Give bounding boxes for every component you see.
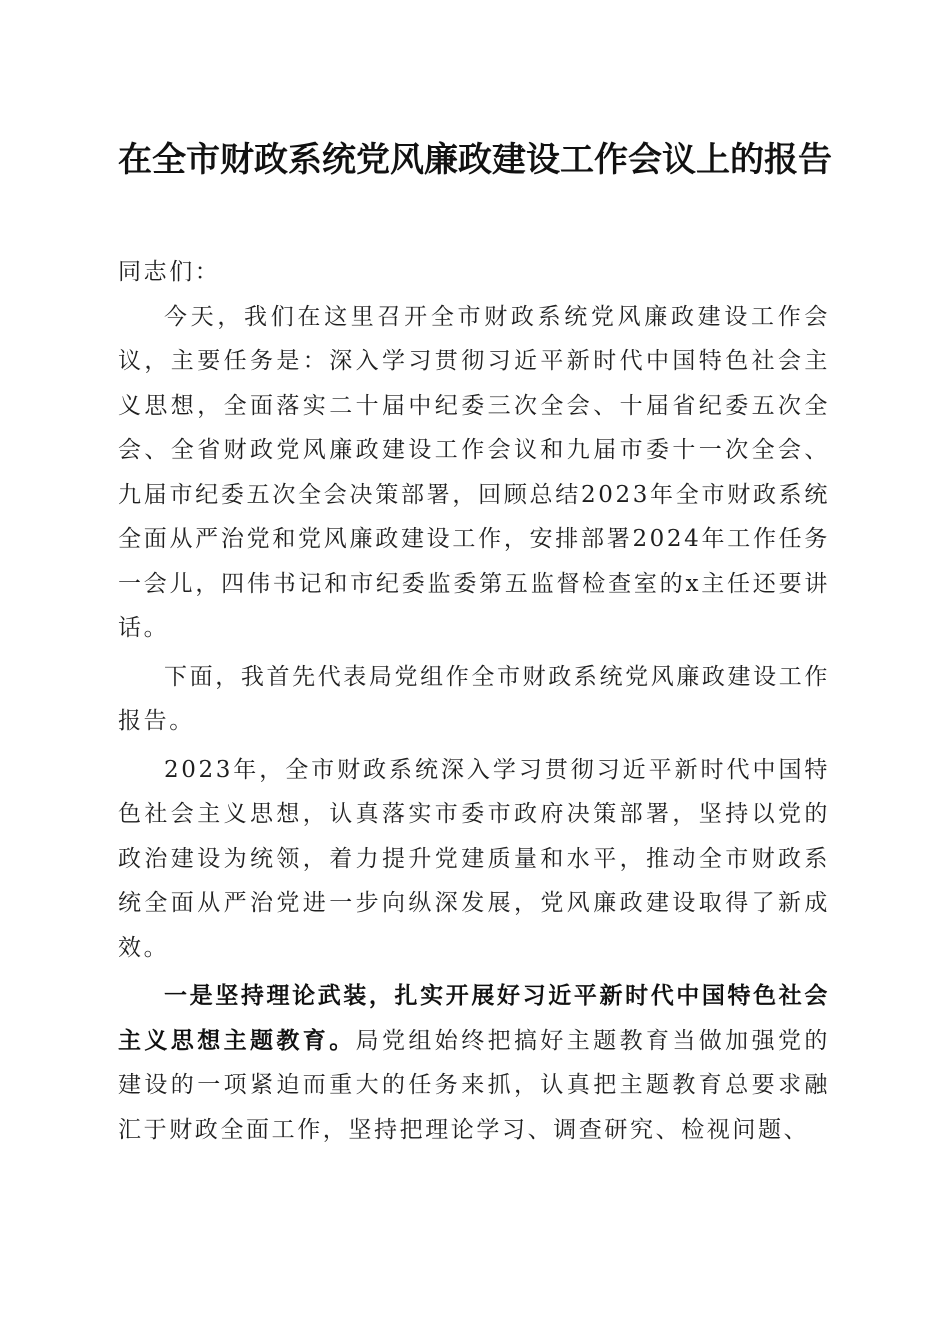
paragraph-report-intro: 下面，我首先代表局党组作全市财政系统党风廉政建设工作报告。: [118, 663, 830, 734]
paragraph-section-one: [118, 974, 830, 1152]
paragraph-opening: 今天，我们在这里召开全市财政系统党风廉政建设工作会议，主要任务是：深入学习贯彻习近平新时代中国特色社会主义思想，全面落实二十届中纪委三次全会、十届省纪委五次全会、全省财政党风廉政建设工作会议和九届市委十一次全会、九届市纪委五次全会决策部署，回顾总结2023年全市财政系统全面从严治党和党风廉政建设工作，安排部署2024年工作任务一会儿，四伟书记和市纪委监委第五监督检查室的x主任还要讲话。: [118, 303, 830, 641]
paragraph-2023-summary: 2023年，全市财政系统深入学习贯彻习近平新时代中国特色社会主义思想，认真落实市委市政府决策部署，坚持以党的政治建设为统领，着力提升党建质量和水平，推动全市财政系统全面从严治党进一步向纵深发展，党风廉政建设取得了新成效。: [118, 756, 830, 961]
salutation: 同志们：: [118, 259, 221, 285]
document-title: 在全市财政系统党风廉政建设工作会议上的报告: [118, 140, 832, 180]
document-body: [118, 250, 830, 1156]
section-one-text: 局党组始终把搞好主题教育当做加强党的建设的一项紧迫而重大的任务来抓，认真把主题教育总要求融汇于财政全面工作，坚持把理论学习、调查研究、检视问题、: [118, 1027, 830, 1143]
section-one-heading: 一是坚持理论武装，扎实开展好习近平新时代中国特色社会主义思想主题教育。: [118, 982, 830, 1054]
